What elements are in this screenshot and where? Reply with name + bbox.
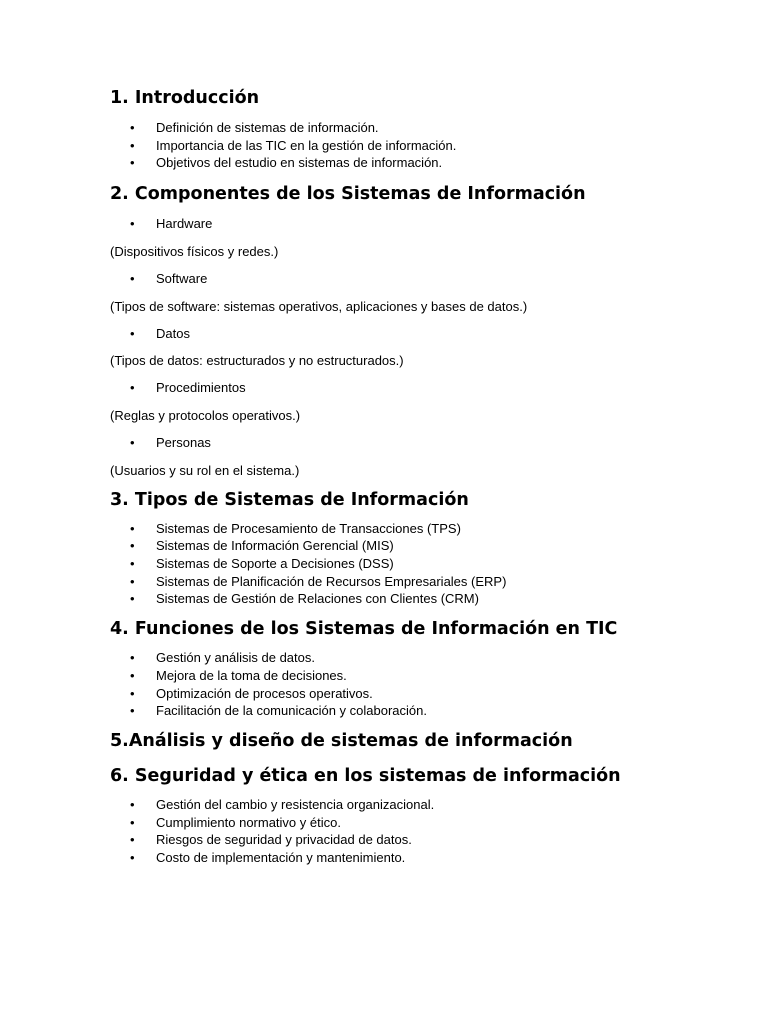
component-hardware: [110, 215, 710, 233]
section-heading-seguridad: 6. Seguridad y ética en los sistemas de información: [110, 765, 621, 786]
list-item: • Gestión y análisis de datos.: [130, 650, 315, 666]
component-note-hardware: (Dispositivos físicos y redes.): [110, 243, 279, 259]
tipos-list: [110, 520, 710, 609]
bullet-icon: •: [130, 216, 135, 232]
bullet-icon: •: [130, 556, 135, 572]
component-note-procedimientos: (Reglas y protocolos operativos.): [110, 407, 301, 423]
list-item: • Hardware: [130, 216, 213, 232]
bullet-icon: •: [130, 573, 135, 589]
component-personas: [110, 434, 710, 452]
list-item: • Sistemas de Información Gerencial (MIS): [130, 538, 394, 554]
component-note-software: (Tipos de software: sistemas operativos, aplicaciones y bases de datos.): [110, 298, 528, 314]
list-item: • Riesgos de seguridad y privacidad de datos.: [130, 832, 412, 848]
list-item: • Optimización de procesos operativos.: [130, 685, 373, 701]
bullet-icon: •: [130, 667, 135, 683]
document-page: [110, 86, 710, 867]
bullet-icon: •: [130, 137, 135, 153]
list-item: • Sistemas de Planificación de Recursos Empresariales (ERP): [130, 573, 507, 589]
list-item: • Software: [130, 270, 208, 286]
list-item: • Personas: [130, 434, 211, 450]
funciones-list: [110, 649, 710, 720]
list-item: • Gestión del cambio y resistencia organizacional.: [130, 796, 435, 812]
seguridad-list: [110, 796, 710, 867]
bullet-icon: •: [130, 685, 135, 701]
component-datos: [110, 325, 710, 343]
bullet-icon: •: [130, 270, 135, 286]
bullet-icon: •: [130, 703, 135, 719]
bullet-icon: •: [130, 814, 135, 830]
list-item: • Mejora de la toma de decisiones.: [130, 667, 347, 683]
component-note-personas: (Usuarios y su rol en el sistema.): [110, 462, 300, 478]
bullet-icon: •: [130, 520, 135, 536]
bullet-icon: •: [130, 591, 135, 607]
bullet-icon: •: [130, 120, 135, 135]
bullet-icon: •: [130, 650, 135, 666]
list-item: • Datos: [130, 325, 190, 341]
list-item: • Costo de implementación y mantenimiento.: [130, 850, 406, 866]
component-procedimientos: [110, 379, 710, 397]
component-note-datos: (Tipos de datos: estructurados y no estructurados.): [110, 353, 404, 369]
list-item: • Sistemas de Procesamiento de Transacciones (TPS): [130, 520, 461, 536]
list-item: • Sistemas de Soporte a Decisiones (DSS): [130, 556, 394, 572]
list-item: • Definición de sistemas de información.: [130, 120, 379, 135]
component-software: [110, 270, 710, 288]
list-item: • Importancia de las TIC en la gestión de información.: [130, 137, 457, 153]
section-heading-funciones: 4. Funciones de los Sistemas de Información en TIC: [110, 619, 618, 640]
list-item: • Procedimientos: [130, 380, 246, 396]
bullet-icon: •: [130, 155, 135, 171]
section-heading-analisis: 5.Análisis y diseño de sistemas de información: [110, 730, 573, 751]
bullet-icon: •: [130, 538, 135, 554]
bullet-icon: •: [130, 325, 135, 341]
section-heading-tipos: 3. Tipos de Sistemas de Información: [110, 489, 469, 510]
bullet-icon: •: [130, 434, 135, 450]
section-heading-introduccion: 1. Introducción: [110, 88, 260, 108]
list-item: • Objetivos del estudio en sistemas de información.: [130, 155, 443, 171]
bullet-icon: •: [130, 832, 135, 848]
bullet-icon: •: [130, 796, 135, 812]
bullet-icon: •: [130, 380, 135, 396]
list-item: • Cumplimiento normativo y ético.: [130, 814, 341, 830]
bullet-icon: •: [130, 850, 135, 866]
section-heading-componentes: 2. Componentes de los Sistemas de Información: [110, 184, 586, 205]
introduccion-list: [110, 119, 710, 172]
list-item: • Sistemas de Gestión de Relaciones con Clientes (CRM): [130, 591, 479, 607]
list-item: • Facilitación de la comunicación y colaboración.: [130, 703, 427, 719]
